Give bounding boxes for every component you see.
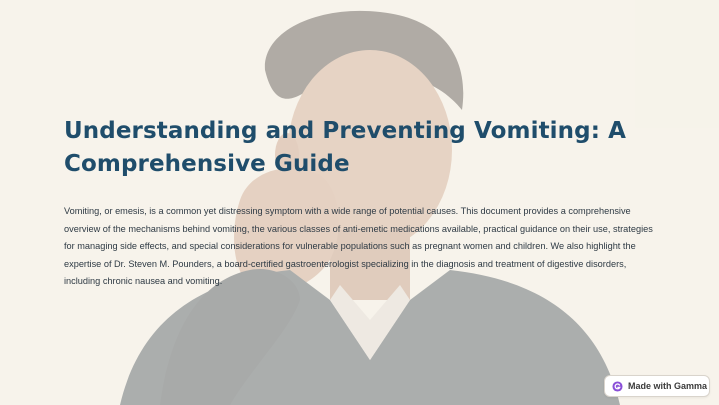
slide-title: Understanding and Preventing Vomiting: A Comprehensive Guide <box>64 118 626 177</box>
made-with-gamma-badge[interactable] <box>604 375 710 397</box>
slide-description: Vomiting, or emesis, is a common yet distressing symptom with a wide range of potential causes. This document provides a comprehensive overview of the mechanisms behind vomiting, the various classes of anti-emetic medications available, practical guidance on their use, strategies for managing side effects, and special considerations for vulnerable populations such as pregnant women and children. We also highlight the expertise of Dr. Steven M. Pounders, a board-certified gastroenterologist specializing in the diagnosis and treatment of digestive disorders, including chronic nausea and vomiting. <box>64 206 653 287</box>
badge-label: Made with Gamma <box>628 381 708 391</box>
gamma-logo-icon <box>612 381 623 392</box>
